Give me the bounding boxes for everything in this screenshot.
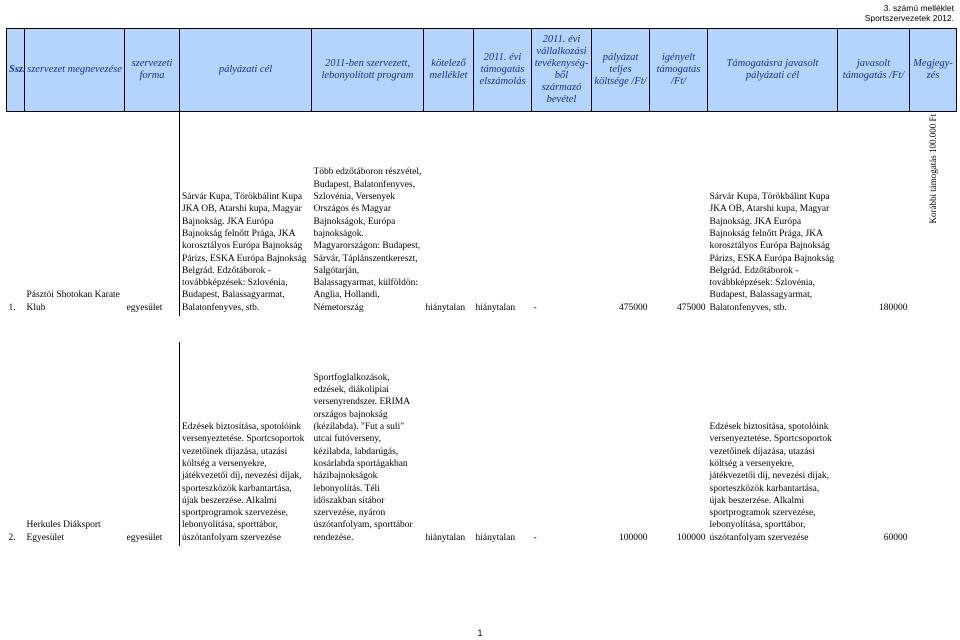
- col-program: 2011-ben szervezett, lebonyolított program: [312, 29, 424, 112]
- row-melleklet: hiánytalan: [425, 532, 466, 543]
- row-cel: Edzések biztosítása, spotolóink versenyeztetése. Sportcsoportok vezetőinek díjazása, utazási költség a versenyekre, játékvezetői díj, nevezési díjak, sporteszközök karbantartása, újak beszerzése. Alkalmi sportprogramok szervezése, lebonyolítása, sporttábor, úszótanfolyam szervezése: [182, 422, 305, 543]
- row-forma: egyesület: [125, 342, 180, 546]
- col-szervezet-neve: szervezet megnevezése: [25, 29, 125, 112]
- row-cel: Sárvár Kupa, Törökbálint Kupa JKA OB, Atarshi kupa, Magyar Bajnokság. JKA Európa Bajnokság felnőtt Prága, JKA korosztályos Európa Bajnokság Párizs, ESKA Európa Bajnokság Belgrád. Edzőtáborok - továbbképzések: Szlovénia, Budapest, Balassagyarmat, Balatonfenyves, stb.: [182, 192, 307, 313]
- page-number: 1: [477, 628, 483, 638]
- row-megjegyzes: [910, 342, 957, 546]
- row-bevetel: -: [533, 302, 537, 313]
- document-subtitle: Sportszervezetek 2012.: [864, 13, 954, 23]
- row-bevetel: -: [533, 532, 537, 543]
- row-koltseg: 475000: [619, 302, 648, 313]
- corner-annotation: [865, 3, 954, 23]
- annex-label: 3. számú melléklet: [883, 3, 954, 13]
- row-javasolt-osszeg: 180000: [879, 302, 908, 313]
- col-megjegyzes: Megjegy-zés: [910, 29, 957, 112]
- col-koltseg: pályázat teljes költsége /Ft/: [592, 29, 650, 112]
- row-ssz: 2.: [8, 532, 16, 543]
- row-javasolt-cel: Edzések biztosítása, spotolóink versenyeztetése. Sportcsoportok vezetőinek díjazása, utazási költség a versenyekre, játékvezetői díj, nevezési díjak, sporteszközök karbantartása, újak beszerzése. Alkalmi sportprogramok szervezése, lebonyolítása, sporttábor, úszótanfolyam szervezése: [709, 422, 832, 543]
- col-bevetel: 2011. évi vállalkozási tevékenység-ből származó bevétel: [532, 29, 592, 112]
- row-igenyelt: 475000: [677, 302, 706, 313]
- row-megjegyzes: [910, 112, 957, 317]
- row-elszamolas: hiánytalan: [475, 532, 516, 543]
- row-elszamolas: hiánytalan: [475, 302, 516, 313]
- table-row: [7, 342, 957, 546]
- remark-text: Korábbi támogatás 100.000 Ft: [927, 114, 938, 224]
- row-melleklet: hiánytalan: [425, 302, 466, 313]
- col-igenyelt: igényelt támogatás /Ft/: [650, 29, 708, 112]
- row-name: Pásztói Shotokan Karate Klub: [26, 290, 120, 313]
- row-spacer: [7, 316, 957, 342]
- row-koltseg: 100000: [619, 532, 648, 543]
- row-program: Sportfoglalkozások, edzések, diákolipiai versenyrendszer. ERIMA országos bajnokság (kézilabda). "Fut a suli" utcai futóverseny, kézilabda, labdarúgás, kosárlabda sportágakban házibajnokságok lebonyolítás. Téli időszakban sítábor szervezése, nyáron úszótanfolyam, sporttábor rendezése.: [313, 372, 413, 543]
- col-javasolt-osszeg: javasolt támogatás /Ft/: [838, 29, 910, 112]
- row-ssz: 1.: [8, 302, 16, 313]
- col-elszamolas: 2011. évi támogatás elszámolás: [474, 29, 532, 112]
- row-javasolt-osszeg: 60000: [883, 532, 908, 543]
- applications-table: [6, 28, 957, 546]
- row-igenyelt: 100000: [677, 532, 706, 543]
- row-name: Herkules Diáksport Egyesület: [26, 520, 101, 543]
- row-forma: egyesület: [125, 112, 180, 317]
- col-melleklet: kötelező melléklet: [424, 29, 474, 112]
- table-row: [7, 112, 957, 317]
- col-forma: szervezeti forma: [125, 29, 180, 112]
- header-row: [7, 29, 957, 112]
- col-cel: pályázati cél: [180, 29, 312, 112]
- col-ssz: Ssz.: [7, 29, 25, 112]
- row-javasolt-cel: Sárvár Kupa, Törökbálint Kupa JKA OB, Atarshi kupa, Magyar Bajnokság. JKA Európa Bajnokság felnőtt Prága, JKA korosztályos Európa Bajnokság Párizs, ESKA Európa Bajnokság Belgrád. Edzőtáborok - továbbképzések: Szlovénia, Budapest, Balassagyarmat, Balatonfenyves, stb.: [709, 192, 835, 313]
- col-javasolt-cel: Támogatásra javasolt pályázati cél: [708, 29, 838, 112]
- row-program: Több edzőtáboron részvétel, Budapest, Balatonfenyves, Szlovénia, Versenyek Országos és Magyar Bajnokságok, Európa bajnokságok. Magyarországon: Budapest, Sárvár, Táplánszentkereszt, Salgótarján, Balassagyarmat, külföldön: Anglia, Hollandi, Németország: [313, 167, 422, 313]
